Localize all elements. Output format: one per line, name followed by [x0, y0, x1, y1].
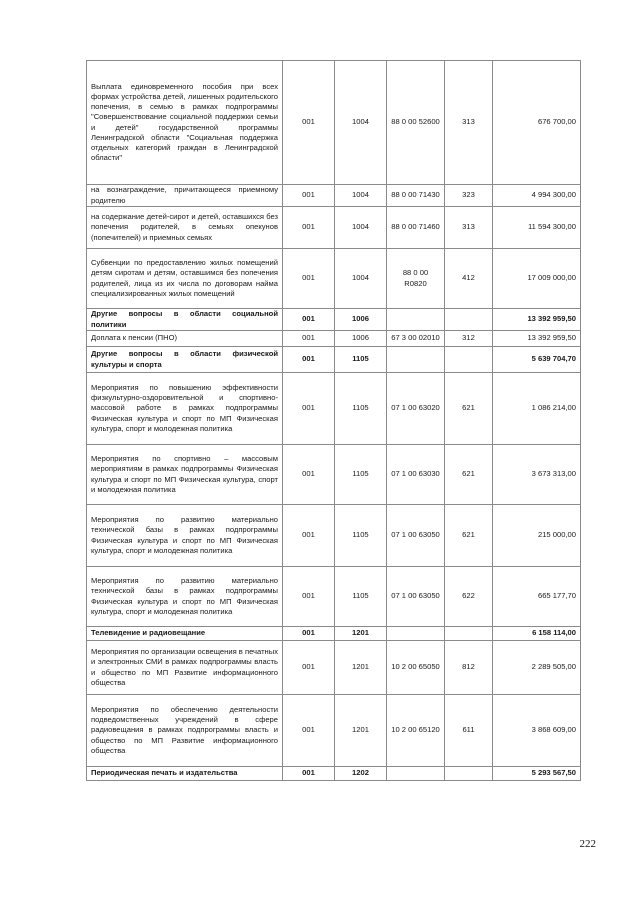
row-target-code: 10 2 00 65050: [387, 641, 445, 695]
row-target-code: [387, 347, 445, 373]
table-row: [87, 309, 581, 331]
row-target-code: [387, 767, 445, 781]
row-expense-type: [445, 309, 493, 331]
row-name: Субвенции по предоставлению жилых помещений детям сиротам и детям, оставшимся без попечения родителей, лица из их числа по договорам найма специализированных жилых помещений: [87, 249, 283, 309]
row-ministry-code: 001: [283, 207, 335, 249]
row-target-code: 67 3 00 02010: [387, 331, 445, 347]
row-name: Другие вопросы в области физической культуры и спорта: [87, 347, 283, 373]
table-row: [87, 767, 581, 781]
table-row: [87, 331, 581, 347]
row-amount: 17 009 000,00: [493, 249, 581, 309]
row-expense-type: 412: [445, 249, 493, 309]
row-expense-type: 323: [445, 185, 493, 207]
row-section-code: 1105: [335, 347, 387, 373]
row-expense-type: 621: [445, 505, 493, 567]
page-number: 222: [579, 838, 596, 850]
row-amount: 13 392 959,50: [493, 309, 581, 331]
row-target-code: 07 1 00 63030: [387, 445, 445, 505]
row-name: на содержание детей-сирот и детей, оставшихся без попечения родителей, в семьях опекунов (попечителей) и приемных семьях: [87, 207, 283, 249]
row-amount: 2 289 505,00: [493, 641, 581, 695]
row-ministry-code: 001: [283, 567, 335, 627]
row-section-code: 1006: [335, 331, 387, 347]
row-name: Мероприятия по развитию материально технической базы в рамках подпрограммы Физическая культура и спорт по МП Физическая культура, спорт и молодежная политика: [87, 567, 283, 627]
row-section-code: 1004: [335, 249, 387, 309]
row-ministry-code: 001: [283, 309, 335, 331]
row-name: Другие вопросы в области социальной политики: [87, 309, 283, 331]
row-name: Периодическая печать и издательства: [87, 767, 283, 781]
row-amount: 6 158 114,00: [493, 627, 581, 641]
row-ministry-code: 001: [283, 641, 335, 695]
row-target-code: 07 1 00 63050: [387, 505, 445, 567]
table-row: [87, 347, 581, 373]
row-ministry-code: 001: [283, 695, 335, 767]
row-amount: 3 673 313,00: [493, 445, 581, 505]
table-row: [87, 185, 581, 207]
row-section-code: 1105: [335, 505, 387, 567]
row-target-code: 88 0 00 R0820: [387, 249, 445, 309]
row-amount: 676 700,00: [493, 61, 581, 185]
table-row: [87, 373, 581, 445]
row-ministry-code: 001: [283, 767, 335, 781]
row-name: Мероприятия по обеспечению деятельности подведомственных учреждений в сфере радиовещания в рамках подпрограммы власть и общество по МП Развитие информационного общества: [87, 695, 283, 767]
row-name: Мероприятия по повышению эффективности физкультурно-оздоровительной и спортивно-массовой работе в рамках подпрограммы Физическая культура и спорт по МП Физическая культура, спорт и молодежная политика: [87, 373, 283, 445]
row-name: Телевидение и радиовещание: [87, 627, 283, 641]
row-section-code: 1004: [335, 207, 387, 249]
row-amount: 11 594 300,00: [493, 207, 581, 249]
row-ministry-code: 001: [283, 331, 335, 347]
budget-table-body: [87, 61, 581, 781]
row-amount: 215 000,00: [493, 505, 581, 567]
row-expense-type: [445, 767, 493, 781]
row-expense-type: [445, 347, 493, 373]
row-expense-type: 621: [445, 373, 493, 445]
row-section-code: 1201: [335, 627, 387, 641]
table-row: [87, 505, 581, 567]
row-ministry-code: 001: [283, 185, 335, 207]
row-name: Мероприятия по спортивно – массовым мероприятиям в рамках подпрограммы Физическая культура и спорт по МП Физическая культура, спорт и молодежная политика: [87, 445, 283, 505]
row-expense-type: 312: [445, 331, 493, 347]
row-section-code: 1105: [335, 567, 387, 627]
row-target-code: 07 1 00 63020: [387, 373, 445, 445]
row-name: Мероприятия по организации освещения в печатных и электронных СМИ в рамках подпрограммы власть и общество по МП Развитие информационного общества: [87, 641, 283, 695]
row-amount: 5 293 567,50: [493, 767, 581, 781]
table-row: [87, 695, 581, 767]
row-expense-type: 313: [445, 61, 493, 185]
table-row: [87, 445, 581, 505]
row-amount: 5 639 704,70: [493, 347, 581, 373]
row-name: Мероприятия по развитию материально технической базы в рамках подпрограммы Физическая культура и спорт по МП Физическая культура, спорт и молодежная политика: [87, 505, 283, 567]
row-ministry-code: 001: [283, 249, 335, 309]
row-target-code: 88 0 00 52600: [387, 61, 445, 185]
row-amount: 1 086 214,00: [493, 373, 581, 445]
row-target-code: 88 0 00 71430: [387, 185, 445, 207]
row-amount: 665 177,70: [493, 567, 581, 627]
row-name: Выплата единовременного пособия при всех формах устройства детей, лишенных родительского попечения, в семью в рамках подпрограммы "Совершенствование социальной поддержки семьи и детей" государственной программы Ленинградской области "Социальная поддержка отдельных категорий граждан в Ленинградской области": [87, 61, 283, 185]
row-section-code: 1105: [335, 445, 387, 505]
row-amount: 3 868 609,00: [493, 695, 581, 767]
row-amount: 13 392 959,50: [493, 331, 581, 347]
row-expense-type: 812: [445, 641, 493, 695]
row-section-code: 1202: [335, 767, 387, 781]
row-ministry-code: 001: [283, 373, 335, 445]
row-section-code: 1004: [335, 61, 387, 185]
row-target-code: 10 2 00 65120: [387, 695, 445, 767]
row-target-code: 88 0 00 71460: [387, 207, 445, 249]
row-ministry-code: 001: [283, 627, 335, 641]
table-row: [87, 61, 581, 185]
row-ministry-code: 001: [283, 61, 335, 185]
table-row: [87, 207, 581, 249]
table-row: [87, 641, 581, 695]
row-amount: 4 994 300,00: [493, 185, 581, 207]
row-ministry-code: 001: [283, 347, 335, 373]
table-row: [87, 249, 581, 309]
row-section-code: 1201: [335, 695, 387, 767]
table-row: [87, 567, 581, 627]
row-target-code: [387, 627, 445, 641]
row-target-code: [387, 309, 445, 331]
row-expense-type: [445, 627, 493, 641]
row-ministry-code: 001: [283, 445, 335, 505]
row-target-code: 07 1 00 63050: [387, 567, 445, 627]
row-expense-type: 611: [445, 695, 493, 767]
row-ministry-code: 001: [283, 505, 335, 567]
row-section-code: 1006: [335, 309, 387, 331]
row-name: Доплата к пенсии (ПНО): [87, 331, 283, 347]
row-expense-type: 621: [445, 445, 493, 505]
row-section-code: 1105: [335, 373, 387, 445]
row-name: на вознаграждение, причитающееся приемному родителю: [87, 185, 283, 207]
row-expense-type: 313: [445, 207, 493, 249]
row-section-code: 1201: [335, 641, 387, 695]
row-section-code: 1004: [335, 185, 387, 207]
table-row: [87, 627, 581, 641]
row-expense-type: 622: [445, 567, 493, 627]
budget-table: [86, 60, 581, 781]
